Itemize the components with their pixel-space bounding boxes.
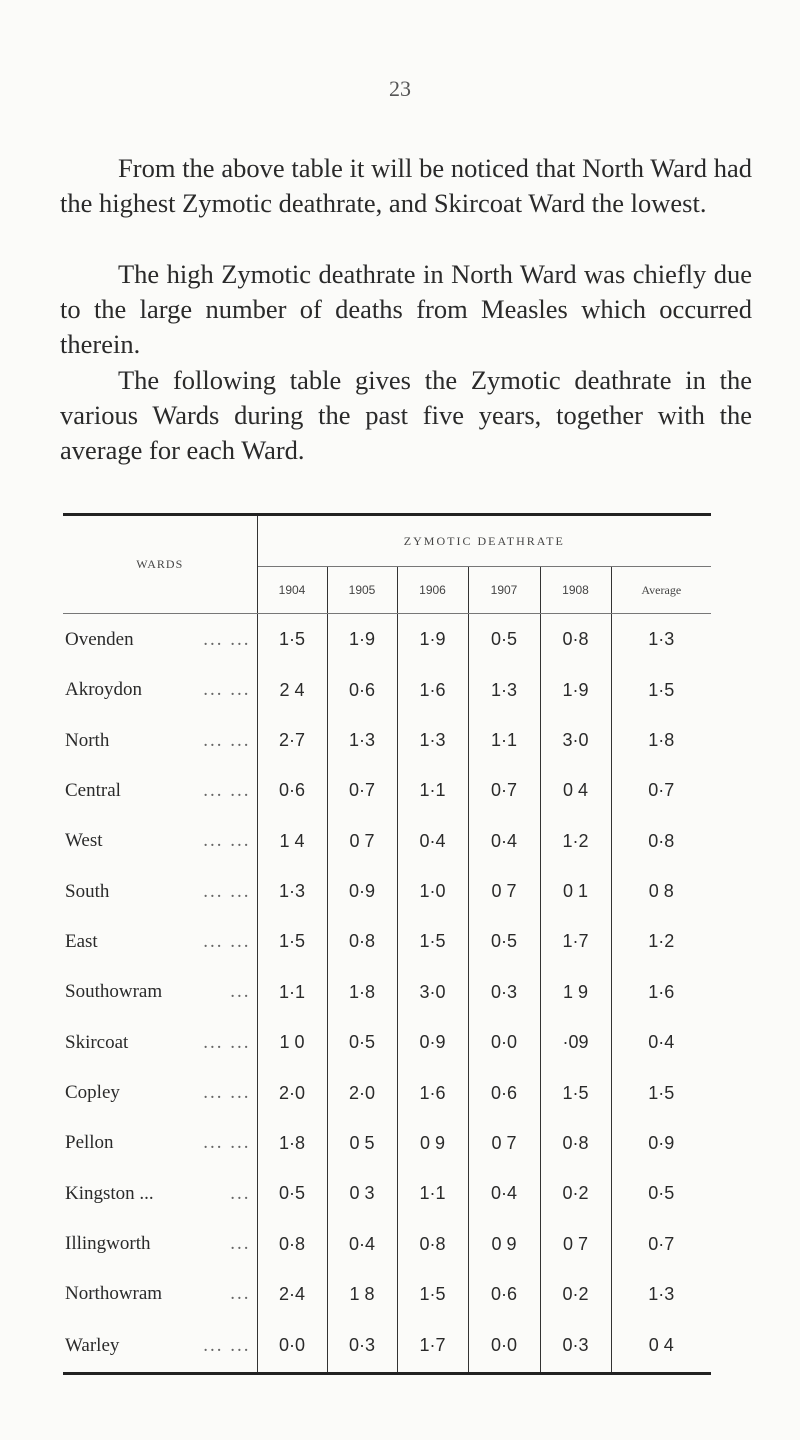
table-row <box>63 665 711 715</box>
value-cell: 0·0 <box>468 1018 540 1068</box>
ward-name: Northowram <box>65 1283 163 1305</box>
value-cell: 0 7 <box>468 866 540 916</box>
value-cell: 0·8 <box>540 614 611 666</box>
ward-name: South <box>65 880 110 902</box>
value-cell: 0·8 <box>648 830 675 851</box>
ward-cell <box>63 967 257 1017</box>
ward-cell <box>63 1068 257 1118</box>
leader-dots: ... ... <box>203 779 251 801</box>
value-cell: 1 4 <box>257 816 327 866</box>
ward-name: North <box>65 729 110 751</box>
value-cell: 0 9 <box>397 1118 468 1168</box>
ward-cell <box>63 1169 257 1219</box>
value-cell: 0 7 <box>327 816 397 866</box>
leader-dots: ... <box>230 1283 251 1305</box>
table-row <box>63 866 711 916</box>
value-cell: 1·1 <box>397 766 468 816</box>
value-cell: 0·0 <box>468 1320 540 1374</box>
year-header-1906: 1906 <box>397 567 468 614</box>
table-row <box>63 1219 711 1269</box>
value-cell: 0·7 <box>468 766 540 816</box>
value-cell: 0 9 <box>468 1219 540 1269</box>
table-row <box>63 1169 711 1219</box>
ward-name: Copley <box>65 1082 120 1104</box>
value-cell: 1·3 <box>468 665 540 715</box>
table-row <box>63 816 711 866</box>
leader-dots: ... <box>230 981 251 1003</box>
ward-cell <box>63 1018 257 1068</box>
value-cell: 0·4 <box>468 1169 540 1219</box>
year-header-1908: 1908 <box>540 567 611 614</box>
ward-cell <box>63 1118 257 1168</box>
leader-dots: ... <box>230 1233 251 1255</box>
zymotic-deathrate-table <box>63 513 711 1375</box>
value-cell: 1·7 <box>397 1320 468 1374</box>
value-cell: 0·6 <box>468 1269 540 1319</box>
ward-name: Central <box>65 779 121 801</box>
ward-cell <box>63 816 257 866</box>
value-cell: 2·0 <box>327 1068 397 1118</box>
value-cell: 0·5 <box>257 1169 327 1219</box>
value-cell: 0·3 <box>540 1320 611 1374</box>
leader-dots: ... ... <box>203 830 251 852</box>
value-cell: 0 7 <box>540 1219 611 1269</box>
ward-name: Warley <box>65 1334 120 1356</box>
value-cell: 1·3 <box>648 1283 675 1304</box>
value-cell: 1·3 <box>397 715 468 765</box>
year-header-1904: 1904 <box>257 567 327 614</box>
value-cell: 1·9 <box>397 614 468 666</box>
value-cell: 0·5 <box>468 917 540 967</box>
value-cell: 1·5 <box>648 1082 675 1103</box>
leader-dots: ... ... <box>203 1082 251 1104</box>
value-cell: 1·5 <box>648 679 675 700</box>
wards-column-header: WARDS <box>63 515 257 614</box>
ward-name: Kingston ... <box>65 1182 154 1204</box>
value-cell: 0·5 <box>648 1183 675 1204</box>
value-cell: 1 8 <box>327 1269 397 1319</box>
table-row <box>63 1018 711 1068</box>
table-row <box>63 917 711 967</box>
value-cell: 0 1 <box>540 866 611 916</box>
value-cell: 0 4 <box>648 1335 674 1356</box>
value-cell: 1·2 <box>648 931 675 952</box>
value-cell: 1·3 <box>257 866 327 916</box>
zymotic-deathrate-table-container <box>63 513 711 1375</box>
ward-cell <box>63 766 257 816</box>
table-header-row-group <box>63 515 711 567</box>
table-row <box>63 967 711 1017</box>
ward-name: Skircoat <box>65 1031 129 1053</box>
value-cell: 1·6 <box>648 981 675 1002</box>
year-header-1907: 1907 <box>468 567 540 614</box>
ward-cell <box>63 715 257 765</box>
value-cell: 3·0 <box>540 715 611 765</box>
value-cell: ·09 <box>540 1018 611 1068</box>
value-cell: 0·7 <box>648 1233 675 1254</box>
value-cell: 0·7 <box>327 766 397 816</box>
value-cell: 0·8 <box>257 1219 327 1269</box>
page-number: 23 <box>389 76 411 101</box>
value-cell: 0·2 <box>540 1269 611 1319</box>
value-cell: 0·4 <box>468 816 540 866</box>
value-cell: 0·6 <box>257 766 327 816</box>
ward-cell <box>63 614 257 666</box>
value-cell: 1·8 <box>327 967 397 1017</box>
average-header: Average <box>611 567 711 614</box>
ward-cell <box>63 866 257 916</box>
table-row <box>63 614 711 666</box>
table-row <box>63 1068 711 1118</box>
value-cell: 1·5 <box>540 1068 611 1118</box>
table-row <box>63 1320 711 1374</box>
value-cell: 0 7 <box>468 1118 540 1168</box>
table-row <box>63 766 711 816</box>
value-cell: 1·9 <box>540 665 611 715</box>
leader-dots: ... ... <box>203 930 251 952</box>
value-cell: 1·0 <box>397 866 468 916</box>
value-cell: 1 9 <box>540 967 611 1017</box>
value-cell: 2 4 <box>257 665 327 715</box>
value-cell: 1·8 <box>648 730 675 751</box>
leader-dots: ... ... <box>203 1132 251 1154</box>
value-cell: 1·5 <box>257 614 327 666</box>
value-cell: 0·9 <box>397 1018 468 1068</box>
value-cell: 3·0 <box>397 967 468 1017</box>
table-row <box>63 1269 711 1319</box>
value-cell: 0·7 <box>648 780 675 801</box>
value-cell: 0·6 <box>468 1068 540 1118</box>
leader-dots: ... ... <box>203 880 251 902</box>
value-cell: 0·8 <box>397 1219 468 1269</box>
value-cell: 1·5 <box>397 917 468 967</box>
paragraph-measles: The high Zymotic deathrate in North Ward was chiefly due to the large number of deaths from Measles which occurred therein. <box>60 259 752 359</box>
table-row <box>63 715 711 765</box>
value-cell: 1·6 <box>397 665 468 715</box>
value-cell: 0·5 <box>468 614 540 666</box>
value-cell: 2·0 <box>257 1068 327 1118</box>
value-cell: 0·4 <box>648 1032 675 1053</box>
value-cell: 0·5 <box>327 1018 397 1068</box>
value-cell: 0 4 <box>540 766 611 816</box>
ward-cell <box>63 1320 257 1374</box>
ward-cell <box>63 917 257 967</box>
value-cell: 0·3 <box>327 1320 397 1374</box>
value-cell: 1·6 <box>397 1068 468 1118</box>
value-cell: 2·7 <box>257 715 327 765</box>
value-cell: 0·9 <box>327 866 397 916</box>
ward-cell <box>63 1269 257 1319</box>
value-cell: 1·9 <box>327 614 397 666</box>
ward-cell <box>63 665 257 715</box>
year-header-1905: 1905 <box>327 567 397 614</box>
value-cell: 0·8 <box>327 917 397 967</box>
value-cell: 0·2 <box>540 1169 611 1219</box>
leader-dots: ... ... <box>203 1031 251 1053</box>
value-cell: 1·8 <box>257 1118 327 1168</box>
value-cell: 2·4 <box>257 1269 327 1319</box>
table-row <box>63 1118 711 1168</box>
leader-dots: ... ... <box>203 679 251 701</box>
value-cell: 1·5 <box>397 1269 468 1319</box>
ward-name: Illingworth <box>65 1233 151 1255</box>
leader-dots: ... ... <box>203 628 251 650</box>
paragraph-table-intro: The following table gives the Zymotic deathrate in the various Wards during the past five years, together with the average for each Ward. <box>60 365 752 465</box>
value-cell: 0·9 <box>648 1132 675 1153</box>
value-cell: 0·4 <box>327 1219 397 1269</box>
ward-name: Ovenden <box>65 628 134 650</box>
ward-cell <box>63 1219 257 1269</box>
value-cell: 0·0 <box>257 1320 327 1374</box>
value-cell: 1·1 <box>257 967 327 1017</box>
value-cell: 0·6 <box>327 665 397 715</box>
ward-name: Akroydon <box>65 679 143 701</box>
ward-name: West <box>65 830 103 852</box>
leader-dots: ... <box>230 1182 251 1204</box>
ward-name: East <box>65 930 98 952</box>
value-cell: 1·7 <box>540 917 611 967</box>
value-cell: 1 0 <box>257 1018 327 1068</box>
value-cell: 1·3 <box>327 715 397 765</box>
value-cell: 0 5 <box>327 1118 397 1168</box>
value-cell: 0 3 <box>327 1169 397 1219</box>
leader-dots: ... ... <box>203 1334 251 1356</box>
leader-dots: ... ... <box>203 729 251 751</box>
value-cell: 1·3 <box>648 629 675 649</box>
value-cell: 0 8 <box>648 881 674 902</box>
ward-name: Pellon <box>65 1132 114 1154</box>
value-cell: 0·8 <box>540 1118 611 1168</box>
value-cell: 0·4 <box>397 816 468 866</box>
value-cell: 1·5 <box>257 917 327 967</box>
value-cell: 1·1 <box>397 1169 468 1219</box>
value-cell: 0·3 <box>468 967 540 1017</box>
value-cell: 1·2 <box>540 816 611 866</box>
zymotic-deathrate-group-header: ZYMOTIC DEATHRATE <box>257 515 711 567</box>
table-body <box>63 614 711 1374</box>
paragraph-highest-lowest: From the above table it will be noticed that North Ward had the highest Zymotic deathrate, and Skircoat Ward the lowest. <box>60 153 752 218</box>
ward-name: Southowram <box>65 981 163 1003</box>
value-cell: 1·1 <box>468 715 540 765</box>
